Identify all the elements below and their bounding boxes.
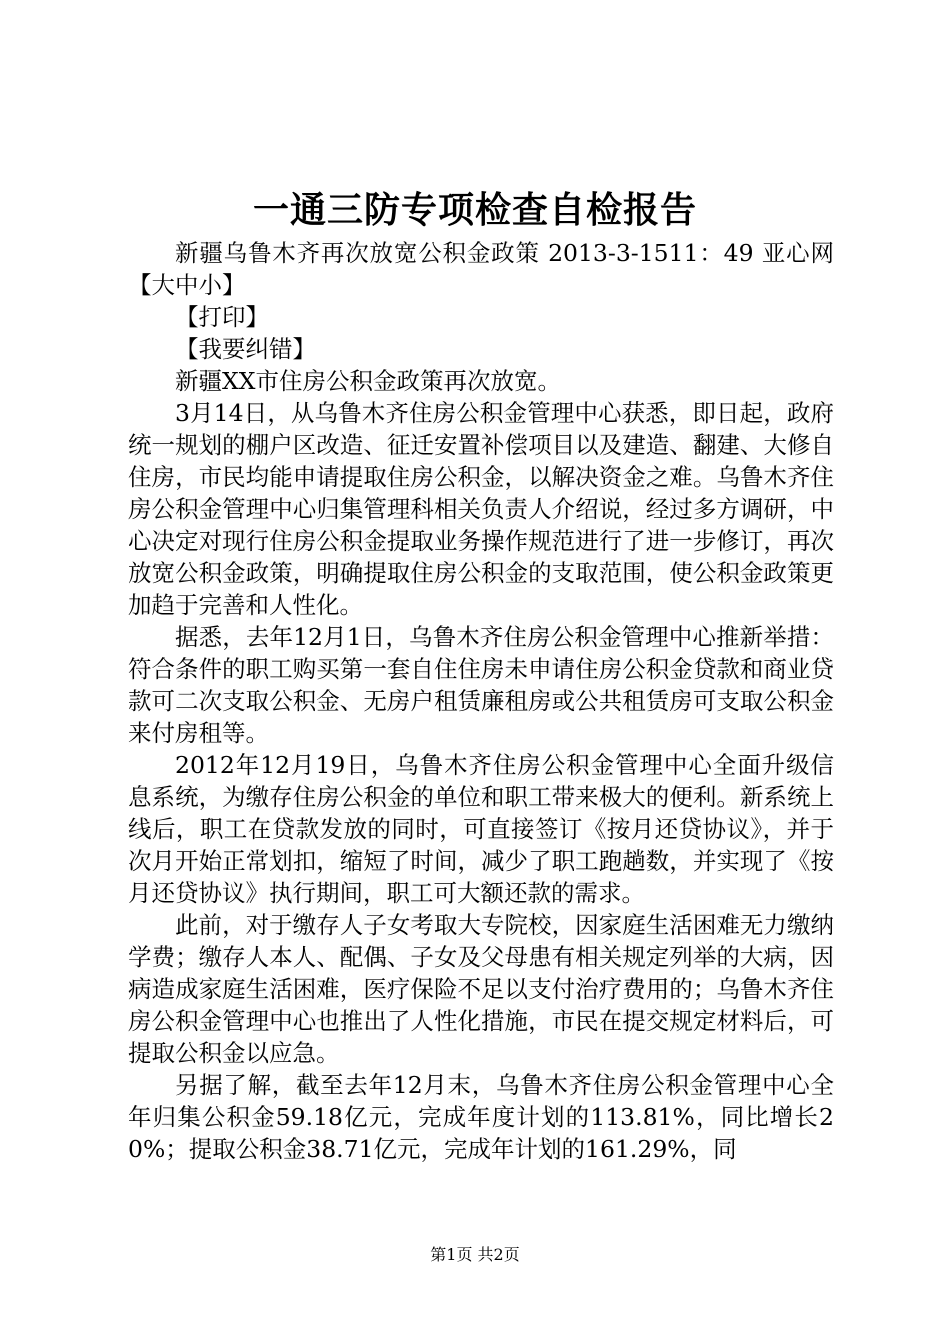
paragraph: 【打印】 [175, 303, 269, 331]
paragraph: 3月14日，从乌鲁木齐住房公积金管理中心获悉，即日起，政府统一规划的棚户区改造、征迁安置补偿项目以及建造、翻建、大修自住房，市民均能申请提取住房公积金，以解决资金之难。乌鲁木齐住房公积金管理中心归集管理科相关负责人介绍说，经过多方调研，中心决定对现行住房公积金提取业务操作规范进行了进一步修订，再次放宽公积金政策，明确提取住房公积金的支取范围，使公积金政策更加趋于完善和人性化。 [128, 399, 834, 619]
document-title: 一通三防专项检查自检报告 [252, 189, 697, 231]
paragraph: 此前，对于缴存人子女考取大专院校，因家庭生活困难无力缴纳学费；缴存人本人、配偶、子女及父母患有相关规定列举的大病，因病造成家庭生活困难，医疗保险不足以支付治疗费用的；乌鲁木齐住房公积金管理中心也推出了人性化措施，市民在提交规定材料后，可提取公积金以应急。 [128, 911, 834, 1067]
paragraph: 2012年12月19日，乌鲁木齐住房公积金管理中心全面升级信息系统，为缴存住房公积金的单位和职工带来极大的便利。新系统上线后，职工在贷款发放的同时，可直接签订《按月还贷协议》，并于次月开始正常划扣，缩短了时间，减少了职工跑趟数，并实现了《按月还贷协议》执行期间，职工可大额还款的需求。 [128, 751, 834, 907]
paragraph: 新疆乌鲁木齐再次放宽公积金政策 2013-3-1511：49 亚心网【大中小】 [128, 239, 834, 299]
paragraph: 【我要纠错】 [175, 335, 316, 363]
paragraph: 据悉，去年12月1日，乌鲁木齐住房公积金管理中心推新举措：符合条件的职工购买第一套自住住房未申请住房公积金贷款和商业贷款可二次支取公积金、无房户租赁廉租房或公共租赁房可支取公积金来付房租等。 [128, 623, 834, 747]
paragraph: 另据了解，截至去年12月末，乌鲁木齐住房公积金管理中心全年归集公积金59.18亿元，完成年度计划的113.81%，同比增长20%；提取公积金38.71亿元，完成年计划的161.29%，同 [128, 1071, 834, 1163]
page-footer: 第1页 共2页 [430, 1245, 520, 1264]
document-body [128, 237, 834, 1165]
paragraph: 新疆XX市住房公积金政策再次放宽。 [175, 367, 561, 395]
